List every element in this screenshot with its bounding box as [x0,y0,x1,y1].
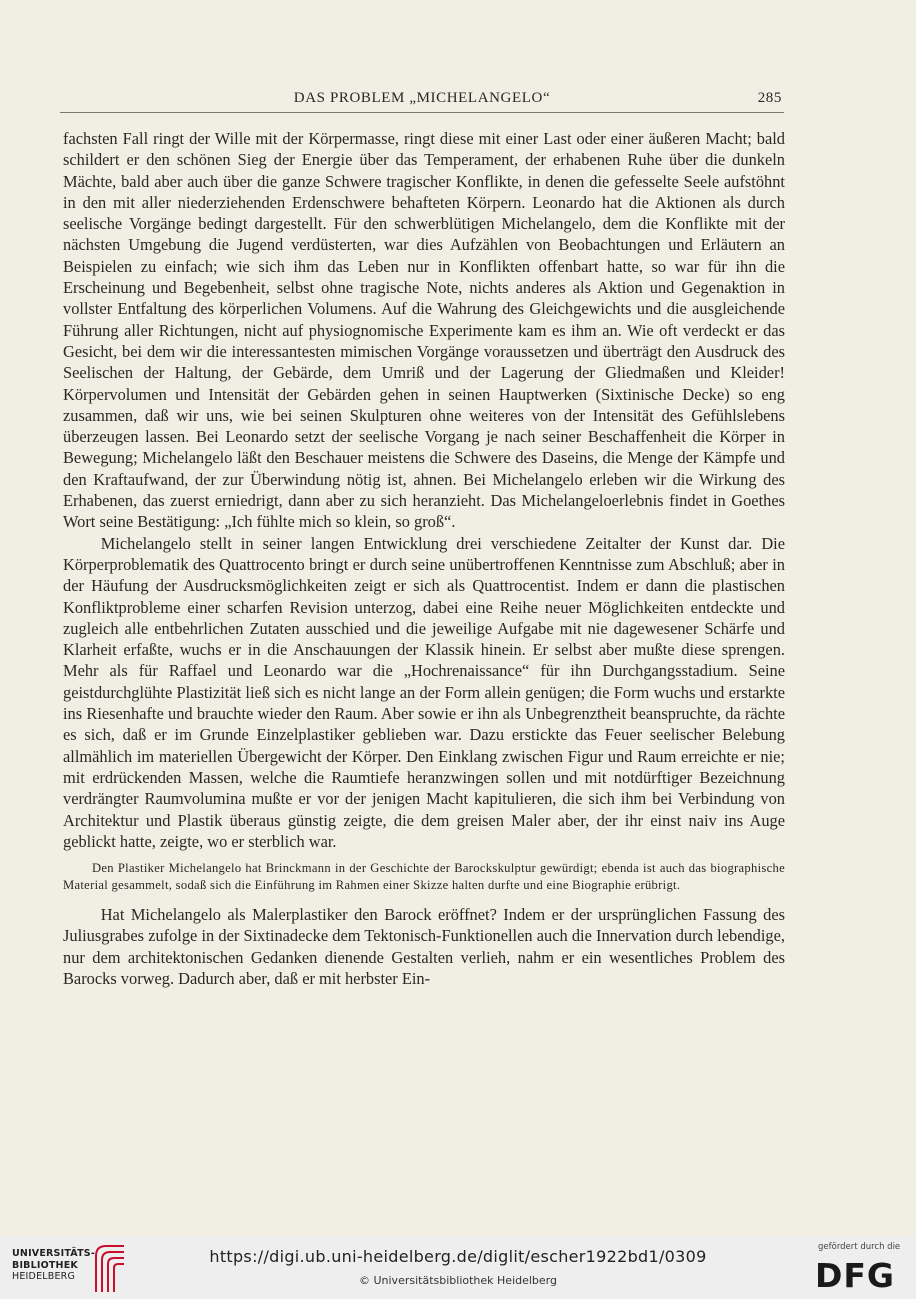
dfg-logo-icon[interactable] [815,1256,903,1292]
page-number: 285 [757,90,782,106]
viewer-footer [0,1236,916,1299]
copyright-notice: © Universitätsbibliothek Heidelberg [358,1274,557,1287]
permalink-url[interactable]: https://digi.ub.uni-heidelberg.de/diglit/escher1922bd1/0309 [209,1247,707,1266]
footnote: Den Plastiker Michelangelo hat Brinckmann in der Geschichte der Barockskulptur gewürdigt; ebenda ist auch das biographische Material gesammelt, sodaß sich die Einführung im Rahmen einer Skizze halten durfte und eine Biographie erübrigt. [63,861,785,893]
running-head [60,90,784,113]
library-name-line1: UNIVERSITÄTS- [12,1248,95,1259]
dfg-logo-text: DFG [815,1256,896,1292]
library-name-line3: HEIDELBERG [12,1271,76,1282]
library-name-line2: BIBLIOTHEK [12,1259,78,1271]
running-title: DAS PROBLEM „MICHELANGELO“ [293,90,551,106]
paragraph-2: Michelangelo stellt in seiner langen Entwicklung drei verschiedene Zeitalter der Kunst dar. Die Körperproblematik des Quattrocento bringt er durch seine unübertroffenen Kenntnisse zum Abschluß; aber in der Häufung der Ausdrucksmöglichkeiten zeigt er sich als Quattrocentist. Indem er dann die plastischen Konfliktprobleme einer scharfen Revision unterzog, dabei eine Reihe neuer Möglichkeiten entdeckte und zugleich alle entbehrlichen Zutaten ausschied und die jeweilige Aufgabe mit nie dagewesener Schärfe und Klarheit erfaßte, wuchs er in die Anschauungen der Klassik hinein. Er selbst aber mußte diese sprengen. Mehr als für Raffael und Leonardo war die „Hochrenaissance“ für ihn Durchgangsstadium. Seine geistdurchglühte Plastizität ließ sich es nicht lange an der Form allein genügen; die Form wuchs und erstarkte ins Riesenhafte und brauchte wieder den Raum. Aber sowie er ihn als Unbegrenztheit beanspruchte, da rächte es sich, daß er im Grunde Einzelplastiker geblieben war. Dazu erstickte das Feuer seelischer Belebung allmählich im materiellen Übergewicht der Körper. Den Einklang zwischen Figur und Raum erreichte er nie; mit erdrückenden Massen, welche die Raumtiefe heranzwingen sollen und mit notdürftiger Bezeichnung verdrängter Raumvolumina mußte er vor der jenigen Macht kapitulieren, die sich ihm bei Verbindung von Architektur und Plastik überaus günstig zeigte, die dem greisen Maler aber, der ihr einst naiv ins Auge geblickt hatte, zeigte, wo er sterblich war. [63,533,785,851]
dfg-funding-note: gefördert durch die [818,1242,901,1252]
paragraph-1: fachsten Fall ringt der Wille mit der Körpermasse, ringt diese mit einer Last oder einer äußeren Macht; bald schildert er den schönen Sieg der Energie über das Temperament, der erhabenen Ruhe über die dunkeln Mächte, bald aber auch über die ganze Schwere tragischer Konflikte, in denen die gefesselte Seele aufstöhnt in den mit aller niederziehenden Erdenschwere behafteten Körpern. Leonardo hat die Aktionen als durch seelische Vorgänge bedingt dargestellt. Für den schwerblütigen Michelangelo, dem die Konflikte mit der nächsten Umgebung die Jugend verdüsterten, war dies Aufzählen von Beobachtungen und Erläutern an Beispielen zu einfach; wie sich ihm das Leben nur in Konflikten offenbart hatte, so war für ihn die Erscheinung und Begebenheit, selbst ohne tragische Note, nichts anderes als Aktion und Gegenaktion in vollster Entfaltung des körperlichen Volumens. Auf die Wahrung des Gleichgewichts und die ausgleichende Führung aller Richtungen, nicht auf physiognomische Experimente kam es ihm an. Wie oft verdeckt er das Gesicht, bei dem wir die interessantesten mimischen Vorgänge voraussetzen und überträgt den Ausdruck des Seelischen der Haltung, der Gebärde, dem Umriß und der Lagerung der Gliedmaßen und Kleider! Körpervolumen und Intensität der Gebärden gehen in seinen Hauptwerken (Sixtinische Decke) so eng zusammen, daß wir uns, wie bei seinen Skulpturen ohne weiteres von der Intensität des Gefühlslebens überzeugen lassen. Bei Leonardo setzt der seelische Vorgang je nach seiner Beschaffenheit die Körper in Bewegung; Michelangelo läßt den Beschauer meistens die Schwere des Daseins, die Menge der Kämpfe und den Kraftaufwand, der zur Überwindung nötig ist, ahnen. Bei Michelangelo erleben wir die Wirkung des Erhabenen, das zuerst erniedrigt, dann aber zu sich heranzieht. Das Michelangeloerlebnis findet in Goethes Wort seine Bestätigung: „Ich fühlte mich so klein, so groß“. [63,129,785,532]
body-text [63,128,785,989]
paragraph-3: Hat Michelangelo als Malerplastiker den Barock eröffnet? Indem er der ursprünglichen Fassung des Juliusgrabes zufolge in der Sixtinadecke dem Tektonisch-Funktionellen auch die Innervation durch lebendige, nur dem architektonischen Gedanken dienende Gestalten verlieh, nahm er ein wesentliches Problem des Barocks vorweg. Dadurch aber, daß er mit herbster Ein- [63,905,785,988]
